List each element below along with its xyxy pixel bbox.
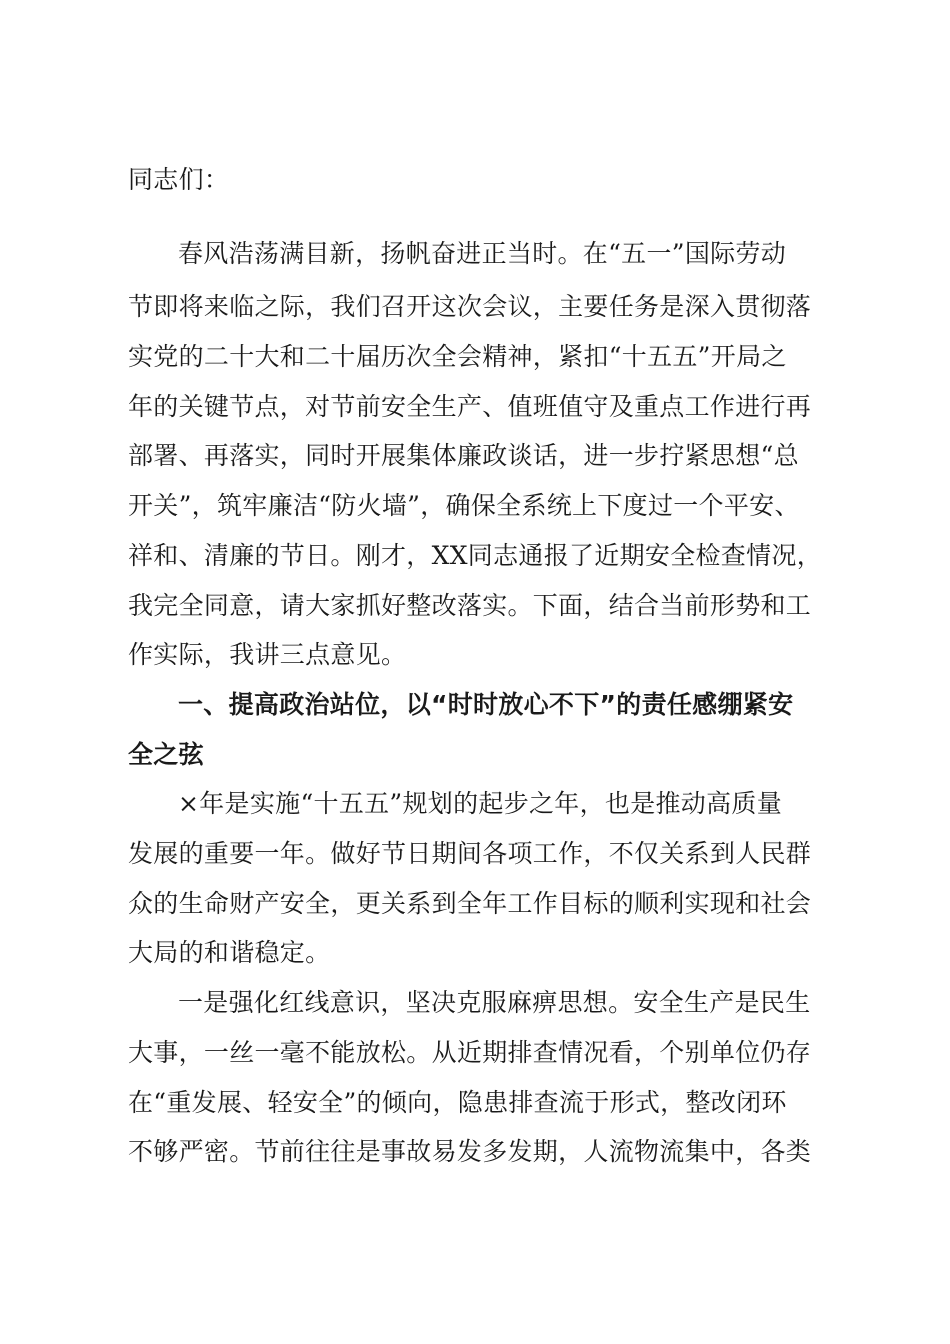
para2-line-1: 一是强化红线意识，坚决克服麻痹思想。安全生产是民生 <box>178 988 811 1017</box>
section-heading-line-2: 全之弦 <box>128 740 204 769</box>
intro-line-3: 实党的二十大和二十届历次全会精神，紧扣“十五五”开局之 <box>128 342 787 371</box>
intro-line-2: 节即将来临之际，我们召开这次会议，主要任务是深入贯彻落 <box>128 292 812 321</box>
section-heading-line-1: 一、提高政治站位，以“时时放心不下”的责任感绷紧安 <box>178 690 794 719</box>
intro-line-1: 春风浩荡满目新，扬帆奋进正当时。在“五一”国际劳动 <box>178 239 787 268</box>
para2-line-3: 在“重发展、轻安全”的倾向，隐患排查流于形式，整改闭环 <box>128 1088 787 1117</box>
para2-line-4: 不够严密。节前往往是事故易发多发期，人流物流集中，各类 <box>128 1137 812 1166</box>
intro-line-5: 部署、再落实，同时开展集体廉政谈话，进一步拧紧思想“总 <box>128 441 799 470</box>
para1-line-1: ×年是实施“十五五”规划的起步之年，也是推动高质量 <box>178 789 783 818</box>
para2-line-2: 大事，一丝一毫不能放松。从近期排查情况看，个别单位仍存 <box>128 1038 812 1067</box>
para1-line-2: 发展的重要一年。做好节日期间各项工作，不仅关系到人民群 <box>128 839 812 868</box>
intro-line-8: 我完全同意，请大家抓好整改落实。下面，结合当前形势和工 <box>128 591 812 620</box>
intro-line-4: 年的关键节点，对节前安全生产、值班值守及重点工作进行再 <box>128 392 812 421</box>
para1-line-4: 大局的和谐稳定。 <box>128 938 331 967</box>
para1-line-3: 众的生命财产安全，更关系到全年工作目标的顺利实现和社会 <box>128 889 812 918</box>
intro-line-6: 开关”，筑牢廉洁“防火墙”，确保全系统上下度过一个平安、 <box>128 491 800 520</box>
intro-line-7: 祥和、清廉的节日。刚才，XX同志通报了近期安全检查情况， <box>128 541 822 570</box>
intro-line-9: 作实际，我讲三点意见。 <box>128 640 407 669</box>
salutation: 同志们： <box>128 165 230 194</box>
